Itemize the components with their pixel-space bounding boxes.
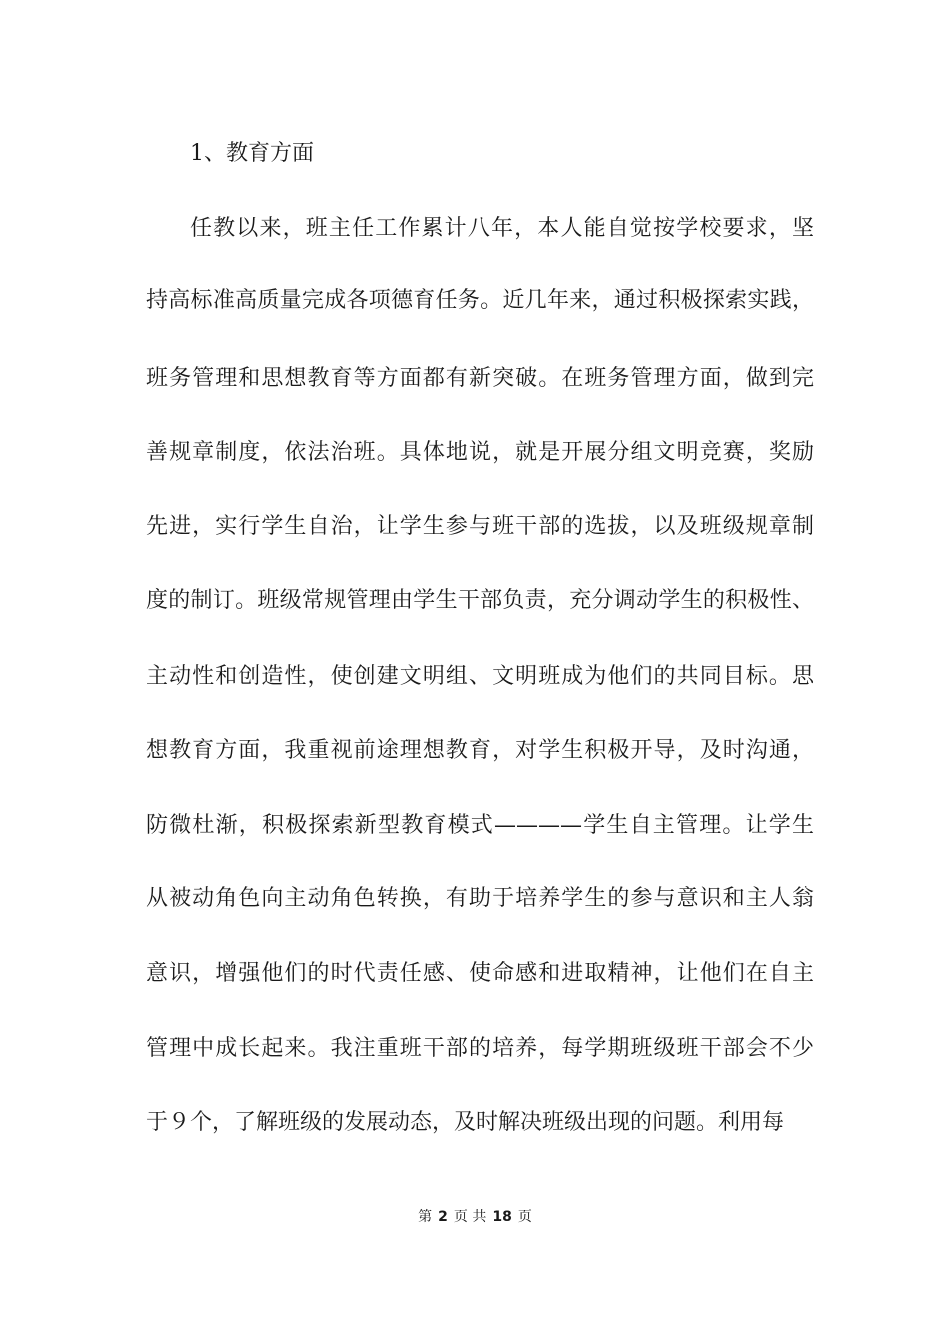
paragraph-line: 想教育方面，我重视前途理想教育，对学生积极开导，及时沟通， xyxy=(146,738,814,763)
paragraph-line: 意识，增强他们的时代责任感、使命感和进取精神，让他们在自主 xyxy=(146,961,814,986)
paragraph-line: 善规章制度，依法治班。具体地说，就是开展分组文明竞赛，奖励 xyxy=(146,440,814,465)
footer-suffix: 页 xyxy=(517,1209,532,1225)
current-page-number: 2 xyxy=(438,1209,448,1225)
paragraph-line: 班务管理和思想教育等方面都有新突破。在班务管理方面，做到完 xyxy=(146,366,814,391)
page-footer xyxy=(0,1207,950,1227)
paragraph-line: 任教以来，班主任工作累计八年，本人能自觉按学校要求，坚 xyxy=(190,216,814,241)
paragraph-line: 先进，实行学生自治，让学生参与班干部的选拔，以及班级规章制 xyxy=(146,514,814,539)
paragraph-line: 主动性和创造性，使创建文明组、文明班成为他们的共同目标。思 xyxy=(146,664,814,689)
paragraph-line: 从被动角色向主动角色转换，有助于培养学生的参与意识和主人翁 xyxy=(146,886,814,911)
paragraph-line: 持高标准高质量完成各项德育任务。近几年来，通过积极探索实践， xyxy=(146,288,814,313)
footer-mid: 页 共 xyxy=(453,1209,487,1225)
paragraph-line: 管理中成长起来。我注重班干部的培养，每学期班级班干部会不少 xyxy=(146,1036,814,1061)
footer-prefix: 第 xyxy=(418,1209,433,1225)
total-pages-number: 18 xyxy=(492,1209,512,1225)
section-heading: 1、教育方面 xyxy=(190,141,314,166)
paragraph-line: 于９个，了解班级的发展动态，及时解决班级出现的问题。利用每 xyxy=(146,1110,785,1135)
paragraph-line: 防微杜渐，积极探索新型教育模式————学生自主管理。让学生 xyxy=(146,813,814,838)
paragraph-line: 度的制订。班级常规管理由学生干部负责，充分调动学生的积极性、 xyxy=(146,588,814,613)
